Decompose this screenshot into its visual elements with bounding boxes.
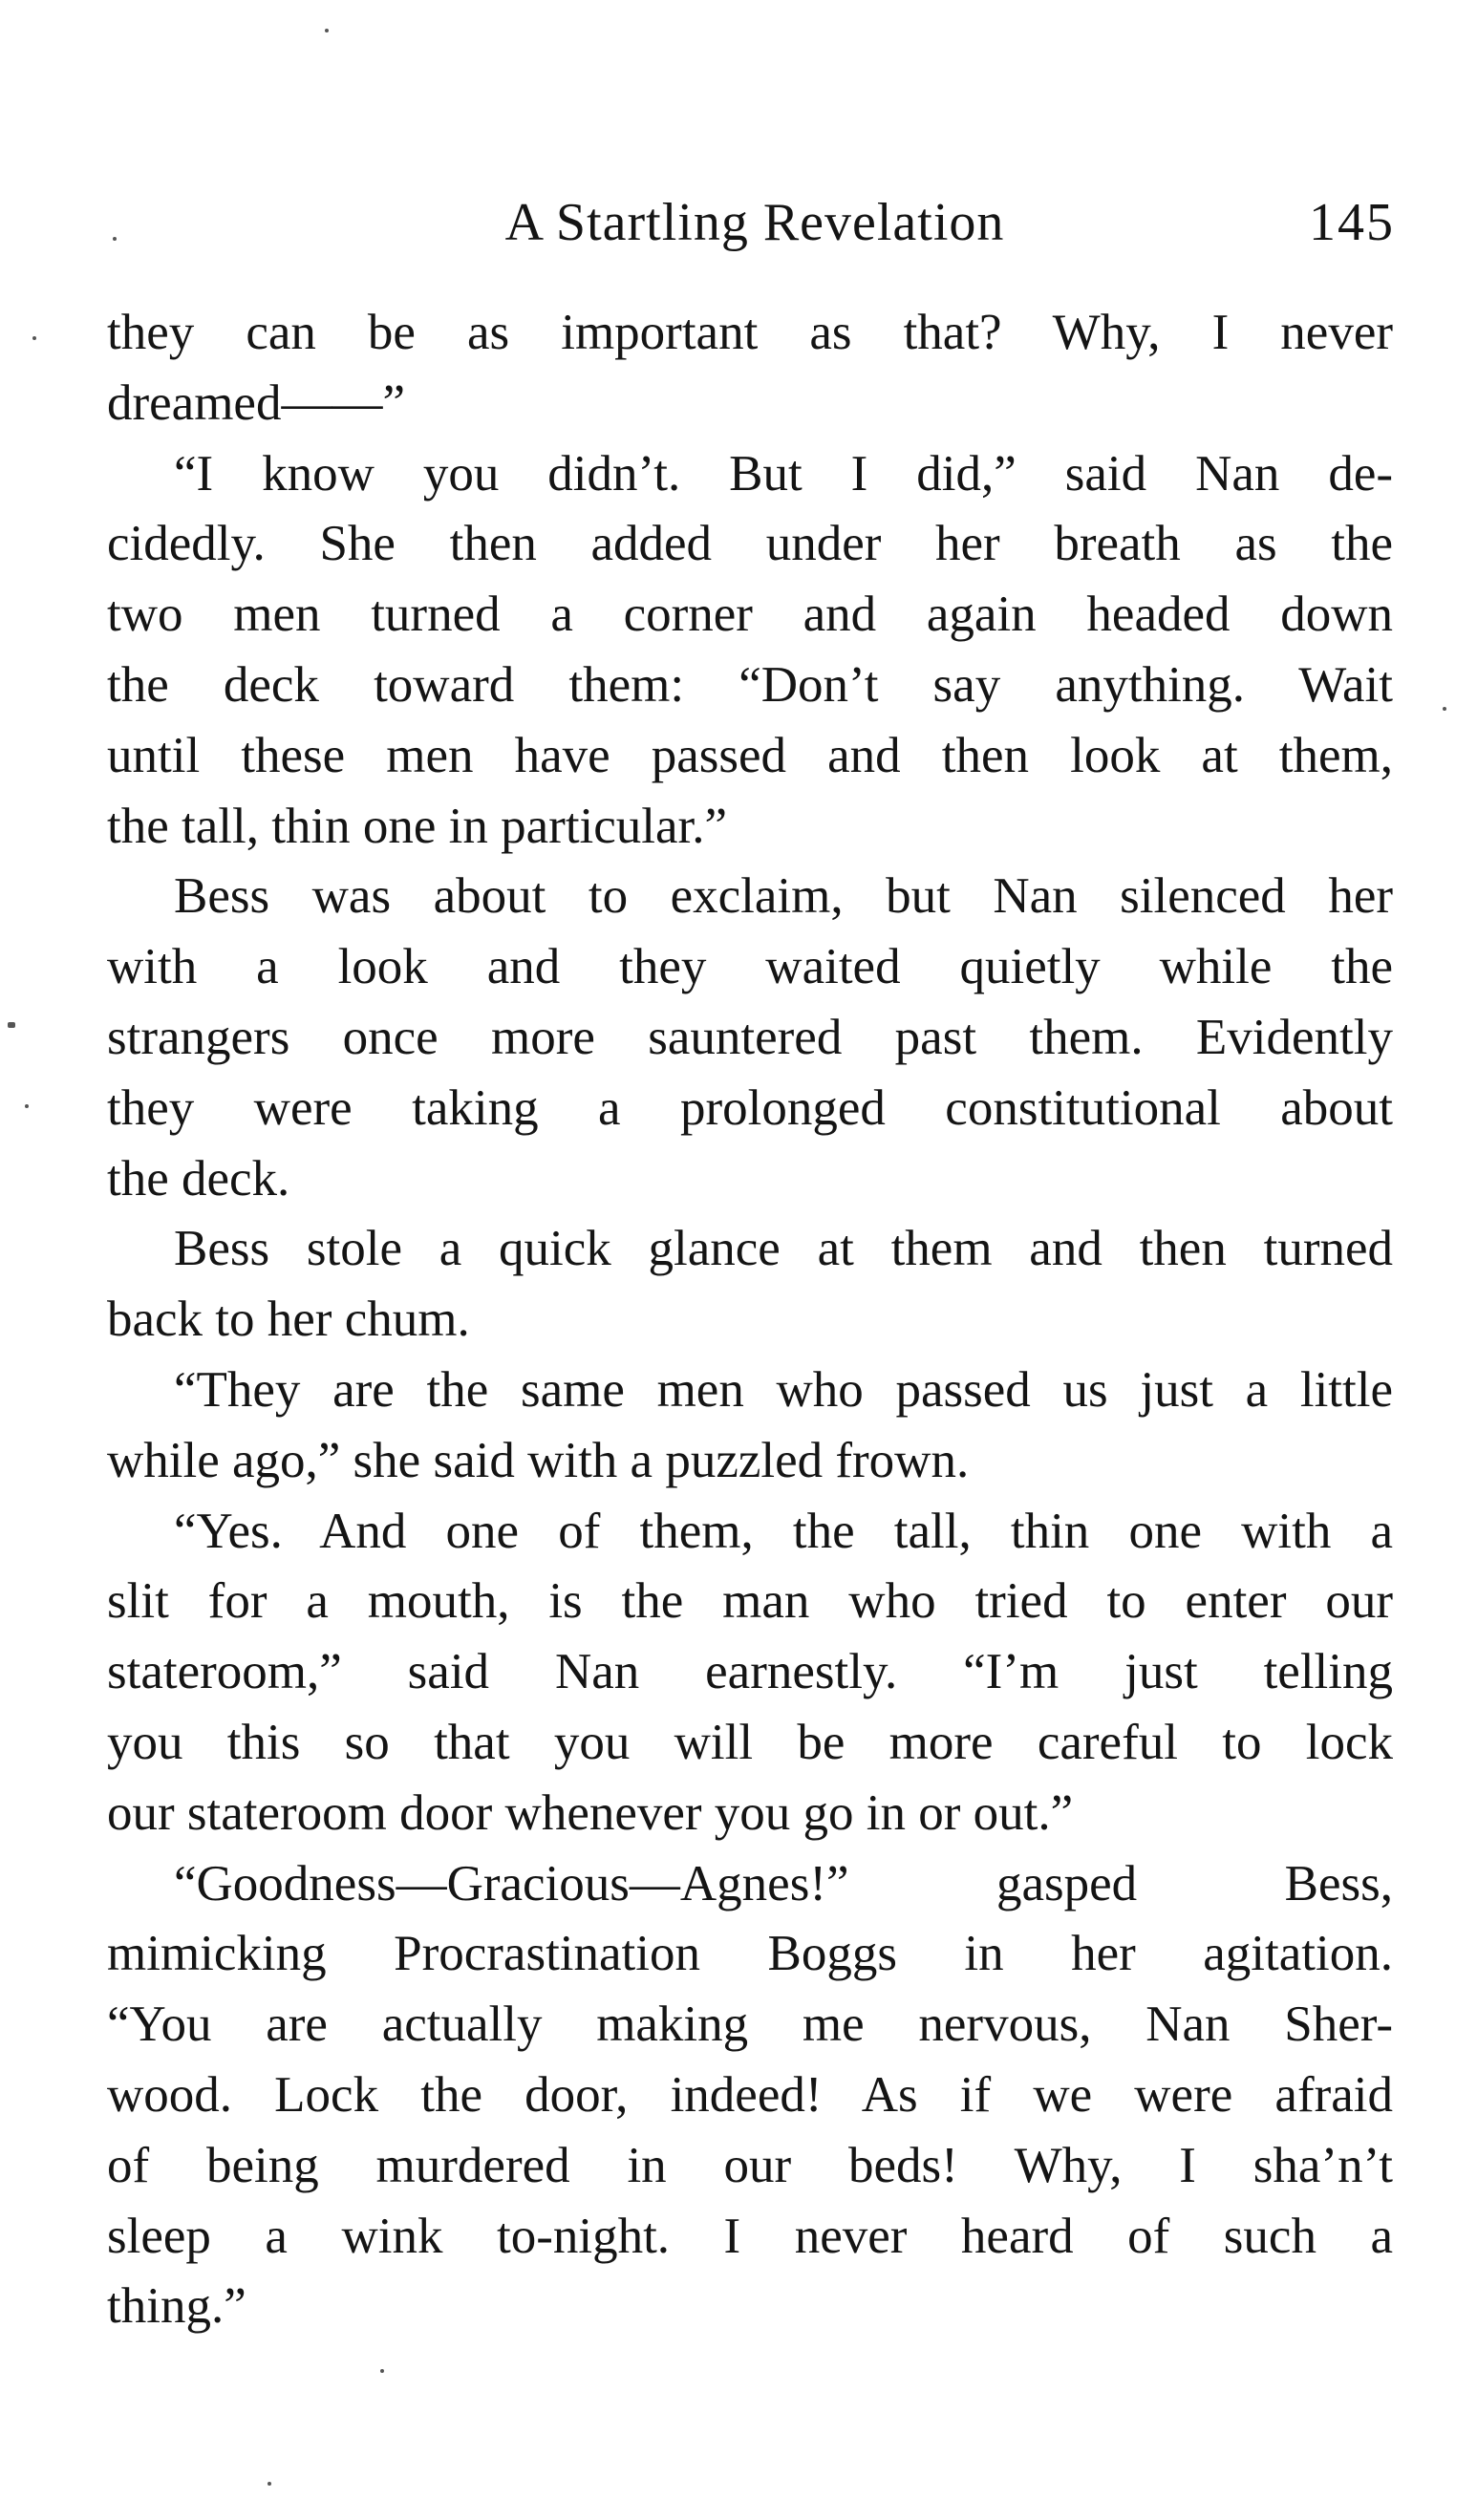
- text-line: wood. Lock the door, indeed! As if we were afraid: [107, 2066, 1393, 2123]
- paragraph: [107, 1849, 1393, 2343]
- text-line: the tall, thin one in particular.”: [107, 798, 728, 854]
- text-line: our stateroom door whenever you go in or out.”: [107, 1784, 1074, 1841]
- text-line: strangers once more sauntered past them. Evidently: [107, 1009, 1393, 1065]
- paragraph: [107, 862, 1393, 1214]
- print-speck: [8, 1022, 15, 1028]
- text-line: while ago,” she said with a puzzled frown.: [107, 1432, 970, 1488]
- text-line: “Yes. And one of them, the tall, thin one with a: [174, 1503, 1393, 1559]
- body-text: [107, 298, 1393, 2342]
- text-line: back to her chum.: [107, 1292, 470, 1348]
- text-line: the deck toward them: “Don’t say anything. Wait: [107, 656, 1393, 713]
- print-speck: [1443, 707, 1446, 711]
- text-line: sleep a wink to-night. I never heard of such a: [107, 2208, 1393, 2264]
- text-line: slit for a mouth, is the man who tried to enter our: [107, 1573, 1393, 1630]
- text-line: the deck.: [107, 1150, 290, 1207]
- print-speck: [325, 29, 329, 32]
- text-line: cidedly. She then added under her breath as the: [107, 516, 1393, 572]
- print-speck: [32, 336, 36, 340]
- paragraph: [107, 298, 1393, 439]
- text-line: until these men have passed and then look at them,: [107, 727, 1393, 783]
- text-line: of being murdered in our beds! Why, I sha’n’t: [107, 2137, 1393, 2193]
- print-speck: [25, 1104, 29, 1108]
- text-line: “I know you didn’t. But I did,” said Nan de-: [174, 445, 1393, 502]
- text-line: you this so that you will be more careful to lock: [107, 1714, 1393, 1770]
- text-line: dreamed——”: [107, 374, 405, 431]
- paragraph: [107, 439, 1393, 863]
- text-line: two men turned a corner and again headed down: [107, 587, 1393, 643]
- page-number: 145: [1309, 193, 1395, 252]
- print-speck: [380, 2369, 384, 2373]
- running-head: [107, 180, 1402, 266]
- text-line: “Goodness—Gracious—Agnes!” gasped Bess,: [174, 1855, 1393, 1911]
- paragraph: [107, 1214, 1393, 1356]
- text-line: stateroom,” said Nan earnestly. “I’m just telling: [107, 1644, 1393, 1700]
- text-line: with a look and they waited quietly while the: [107, 939, 1393, 995]
- text-line: thing.”: [107, 2278, 246, 2335]
- text-line: they were taking a prolonged constitutional about: [107, 1079, 1393, 1136]
- running-title: A Startling Revelation: [504, 193, 1005, 252]
- paragraph: [107, 1497, 1393, 1849]
- text-line: Bess stole a quick glance at them and then turned: [174, 1221, 1393, 1277]
- print-speck: [268, 2482, 271, 2486]
- text-line: they can be as important as that? Why, I never: [107, 305, 1393, 360]
- paragraph: [107, 1356, 1393, 1497]
- text-line: Bess was about to exclaim, but Nan silenced her: [174, 868, 1393, 925]
- text-line: “You are actually making me nervous, Nan Sher-: [107, 1997, 1393, 2053]
- text-line: “They are the same men who passed us just a little: [174, 1361, 1393, 1418]
- text-line: mimicking Procrastination Boggs in her agitation.: [107, 1926, 1393, 1982]
